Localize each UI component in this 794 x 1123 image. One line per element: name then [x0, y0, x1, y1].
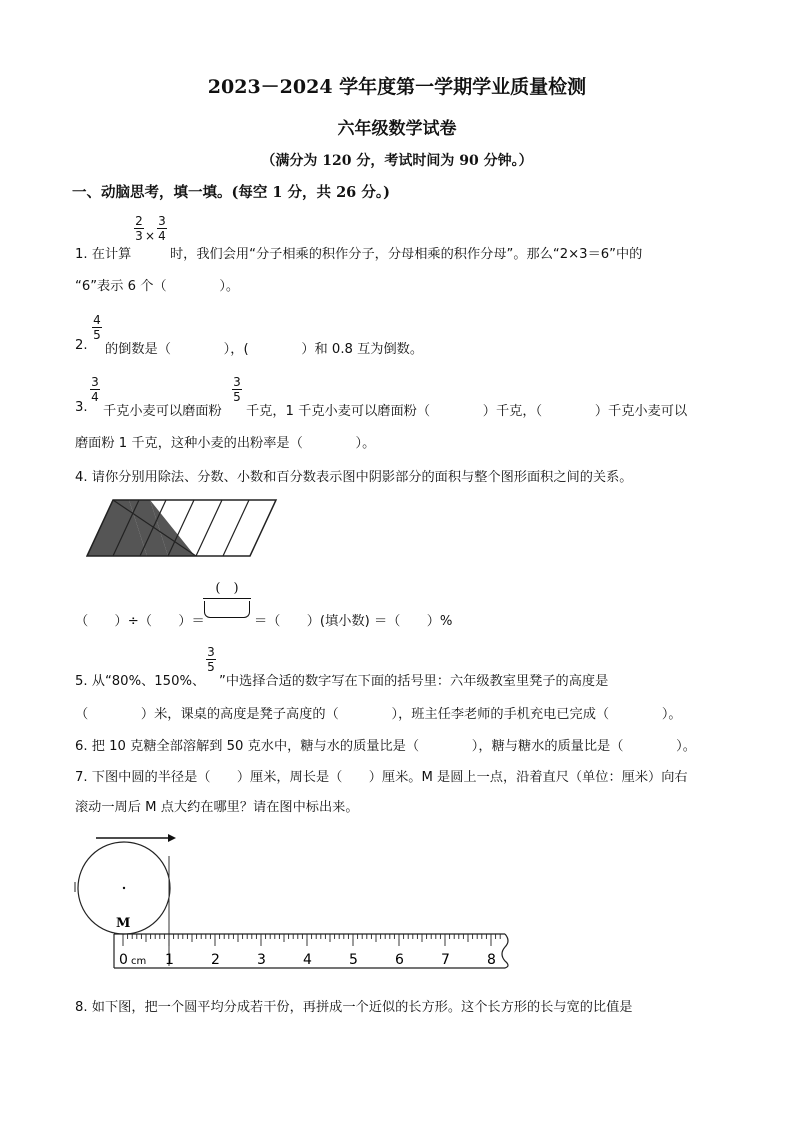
times-sign: ×: [145, 229, 156, 243]
numerator: 4: [93, 313, 101, 327]
ruler-number-label: 8: [487, 952, 496, 968]
q1-prefix: 1. 在计算: [75, 247, 132, 262]
parallelogram-figure: [86, 498, 278, 558]
numerator: 3: [207, 645, 215, 659]
q4-text: 4. 请你分别用除法、分数、小数和百分数表示图中阴影部分的面积与整个图形面积之间的关系。: [75, 470, 633, 485]
q2-text: 的倒数是（ ），( ）和 0.8 互为倒数。: [105, 342, 424, 357]
question-6: 6. 把 10 克糖全部溶解到 50 克水中，糖与水的质量比是（ ），糖与糖水的质量比是（ ）。: [75, 739, 696, 754]
ruler-number-label: 1: [165, 952, 174, 968]
ruler-number-label: 5: [349, 952, 358, 968]
circle-center: [123, 887, 125, 889]
blank-numerator: ( ): [215, 581, 239, 596]
q4-equation-left: （ ）÷（ ）＝: [75, 614, 205, 629]
q4-equation-right: ＝（ ）(填小数) ＝（ ）%: [254, 614, 453, 629]
q5-prefix: 5. 从“80%、150%、: [75, 674, 206, 689]
q7-line2: 滚动一周后 M 点大约在哪里？请在图中标出来。: [75, 800, 359, 815]
numerator: 3: [233, 375, 241, 389]
denominator: 3: [135, 229, 143, 243]
numerator: 3: [158, 214, 166, 228]
circle-ruler-figure: [70, 826, 520, 974]
q3-prefix: 3.: [75, 400, 88, 415]
ruler-number-label: 2: [211, 952, 220, 968]
exam-subtitle: 六年级数学试卷: [337, 119, 457, 139]
exam-title: 2023－2024 学年度第一学期学业质量检测: [207, 76, 587, 98]
denominator: 4: [91, 390, 99, 404]
arrow-head-icon: [168, 834, 176, 842]
ruler-number-label: 0: [119, 952, 128, 968]
fraction-three-fourths: [157, 214, 167, 243]
section-heading: 一、动脑思考，填一填。(每空 1 分，共 26 分。): [72, 184, 390, 201]
exam-note: （满分为 120 分，考试时间为 90 分钟。）: [261, 153, 533, 169]
denominator: 5: [207, 660, 215, 674]
ruler-unit-label: cm: [131, 956, 147, 967]
fraction-two-thirds: [134, 214, 144, 243]
ruler-number-label: 3: [257, 952, 266, 968]
question-8: 8. 如下图，把一个圆平均分成若干份，再拼成一个近似的长方形。这个长方形的长与宽的比值是: [75, 1000, 633, 1015]
blank-fraction: [203, 577, 251, 618]
q1-line1: 时，我们会用“分子相乘的积作分子，分母相乘的积作分母”。那么“2×3＝6”中的: [170, 247, 643, 262]
q5-text: ”中选择合适的数字写在下面的括号里：六年级教室里凳子的高度是: [219, 674, 609, 689]
q3-line2: 磨面粉 1 千克，这种小麦的出粉率是（ ）。: [75, 436, 376, 451]
fraction-four-fifths: [92, 313, 102, 342]
denominator: 5: [233, 390, 241, 404]
numerator: 3: [91, 375, 99, 389]
q3-mid: 千克小麦可以磨面粉: [103, 404, 222, 419]
point-m-label: M: [116, 916, 131, 931]
fraction-three-fifths-b: [206, 645, 216, 674]
blank-denominator-box: [204, 601, 250, 618]
q7-line1: 7. 下图中圆的半径是（ ）厘米，周长是（ ）厘米。M 是圆上一点，沿着直尺（单位：厘米）向右: [75, 770, 688, 785]
q2-prefix: 2.: [75, 338, 88, 353]
fraction-three-fourths-b: [90, 375, 100, 404]
denominator: 5: [93, 328, 101, 342]
ruler-number-label: 6: [395, 952, 404, 968]
ruler: [114, 934, 508, 968]
numerator: 2: [135, 214, 143, 228]
q3-text: 千克，1 千克小麦可以磨面粉（ ）千克，（ ）千克小麦可以: [246, 404, 688, 419]
denominator: 4: [158, 229, 166, 243]
ruler-number-label: 7: [441, 952, 450, 968]
ruler-number-label: 4: [303, 952, 312, 968]
q1-line2: “6”表示 6 个（ ）。: [75, 279, 240, 294]
fraction-three-fifths: [232, 375, 242, 404]
q5-line2: （ ）米，课桌的高度是凳子高度的（ ），班主任李老师的手机充电已完成（ ）。: [75, 707, 682, 722]
